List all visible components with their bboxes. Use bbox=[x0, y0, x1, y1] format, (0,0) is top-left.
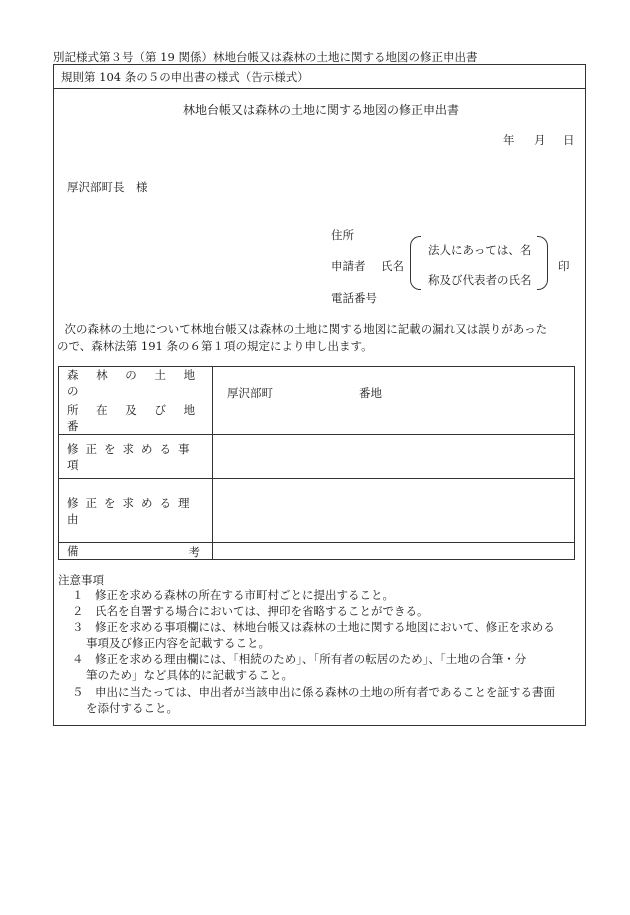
table-row bbox=[59, 543, 575, 560]
statement-line2: ので、森林法第 191 条の６第１項の規定により申し出ます。 bbox=[57, 339, 373, 353]
bracket-line1: 法人にあっては、名 bbox=[428, 243, 532, 257]
style-label: 規則第 104 条の５の申出書の様式（告示様式） bbox=[61, 70, 309, 84]
town-name: 厚沢部町 bbox=[227, 386, 273, 400]
phone-label: 電話番号 bbox=[331, 291, 377, 305]
statement-line1: 次の森林の土地について林地台帳又は森林の土地に関する地図に記載の漏れ又は誤りがあった bbox=[53, 322, 548, 336]
seal-mark: 印 bbox=[558, 259, 570, 273]
correction-item-label: 修正を求める事項 bbox=[67, 441, 197, 472]
location-value-cell[interactable] bbox=[213, 367, 575, 435]
note-item: ３ 修正を求める事項欄には、林地台帳又は森林の土地に関する地図において、修正を求める bbox=[72, 620, 555, 634]
location-label-line2: 所 在 及 び 地 番 bbox=[67, 403, 203, 433]
name-label: 氏名 bbox=[381, 259, 404, 273]
bracket-right bbox=[537, 236, 548, 290]
correction-reason-value-cell[interactable] bbox=[213, 479, 575, 543]
date-day: 日 bbox=[563, 133, 575, 147]
date-month: 月 bbox=[534, 133, 546, 147]
remarks-label-cell bbox=[59, 543, 213, 560]
form-title: 林地台帳又は森林の土地に関する地図の修正申出書 bbox=[183, 103, 460, 117]
correction-item-value-cell[interactable] bbox=[213, 435, 575, 479]
note-item: を添付すること。 bbox=[86, 701, 178, 715]
applicant-label: 申請者 bbox=[331, 259, 366, 273]
remarks-label-left: 備 bbox=[67, 544, 79, 558]
note-item: ４ 修正を求める理由欄には、「相続のため」、「所有者の転居のため」、「土地の合筆・分 bbox=[72, 652, 527, 666]
form-header-title: 別記様式第３号（第 19 関係）林地台帳又は森林の土地に関する地図の修正申出書 bbox=[53, 50, 478, 64]
note-item: ５ 申出に当たっては、申出者が当該申出に係る森林の土地の所有者であることを証する書面 bbox=[72, 685, 555, 699]
note-item: ２ 氏名を自署する場合においては、押印を省略することができる。 bbox=[72, 604, 429, 618]
date-year: 年 bbox=[503, 133, 515, 147]
remarks-label-right: 考 bbox=[188, 545, 200, 559]
table-row bbox=[59, 435, 575, 479]
location-label-cell bbox=[59, 367, 213, 435]
note-item: 筆のため」など具体的に記載すること。 bbox=[86, 668, 293, 682]
addressee: 厚沢部町長 様 bbox=[67, 180, 148, 194]
notes-heading: 注意事項 bbox=[58, 573, 104, 587]
table-row bbox=[59, 367, 575, 435]
address-label: 住所 bbox=[331, 228, 354, 242]
lot-number-label: 番地 bbox=[359, 386, 382, 400]
correction-reason-label: 修正を求める理由 bbox=[67, 495, 197, 526]
form-table bbox=[58, 366, 575, 560]
remarks-value-cell[interactable] bbox=[213, 543, 575, 560]
correction-item-label-cell bbox=[59, 435, 213, 479]
location-label-line1: 森 林 の 土 地 の bbox=[67, 368, 203, 398]
bracket-left bbox=[410, 236, 421, 290]
bracket-line2: 称及び代表者の氏名 bbox=[428, 273, 532, 287]
note-item: 事項及び修正内容を記載すること。 bbox=[86, 636, 270, 650]
correction-reason-label-cell bbox=[59, 479, 213, 543]
table-row bbox=[59, 479, 575, 543]
note-item: １ 修正を求める森林の所在する市町村ごとに提出すること。 bbox=[72, 588, 394, 602]
